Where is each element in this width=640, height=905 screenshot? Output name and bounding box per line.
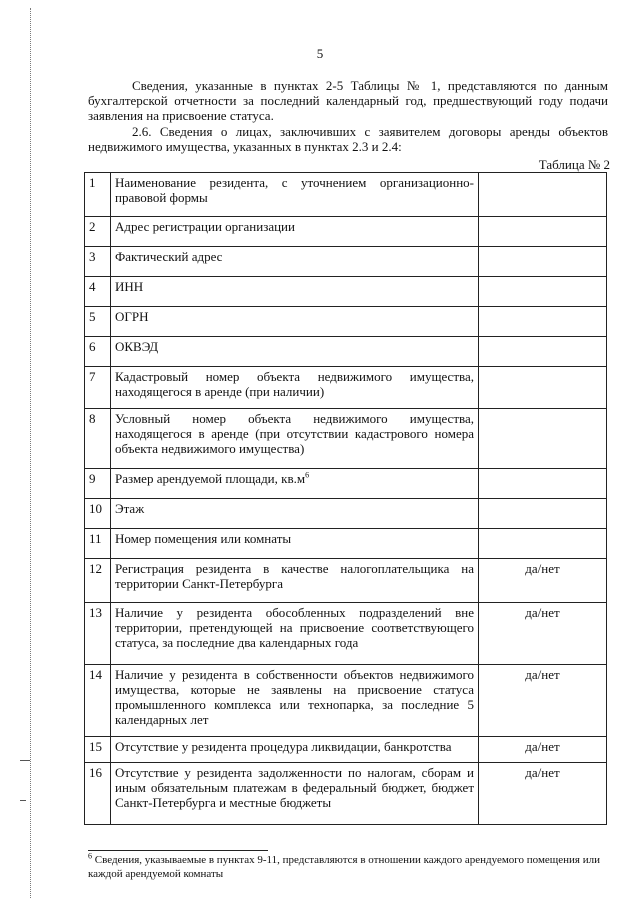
row-value: [479, 499, 607, 529]
row-number: 9: [85, 469, 111, 499]
section-paragraph: 2.6. Сведения о лицах, заключивших с заявителем договоры аренды объектов недвижимого имущества, указанных в пунктах 2.3 и 2.4:: [88, 124, 608, 154]
row-number: 4: [85, 277, 111, 307]
row-value: [479, 307, 607, 337]
row-number: 10: [85, 499, 111, 529]
row-number: 5: [85, 307, 111, 337]
footnote: [88, 853, 603, 881]
row-number: 2: [85, 217, 111, 247]
table-row: [85, 307, 607, 337]
row-label: Адрес регистрации организации: [111, 217, 479, 247]
page-number: 5: [316, 46, 324, 61]
table-row: [85, 277, 607, 307]
row-label: Регистрация резидента в качестве налогоплательщика на территории Санкт-Петербурга: [111, 559, 479, 603]
table-row: [85, 367, 607, 409]
row-label: ИНН: [111, 277, 479, 307]
table-row: [85, 529, 607, 559]
row-number: 13: [85, 603, 111, 665]
row-label: ОГРН: [111, 307, 479, 337]
table-row: [85, 499, 607, 529]
row-label: Номер помещения или комнаты: [111, 529, 479, 559]
row-label: [111, 469, 479, 499]
row-number: 7: [85, 367, 111, 409]
lessee-info-table: [84, 172, 607, 825]
row-value: [479, 217, 607, 247]
scan-mark: [20, 800, 26, 801]
table-row: [85, 603, 607, 665]
row-label: Наличие у резидента обособленных подразделений вне территории, претендующей на присвоение соответствующего статуса, за последние два календарных года: [111, 603, 479, 665]
table-caption: Таблица № 2: [538, 157, 610, 172]
row-number: 16: [85, 763, 111, 825]
row-label: Условный номер объекта недвижимого имущества, находящегося в аренде (при отсутствии кадастрового номера объекта недвижимого имущества): [111, 409, 479, 469]
row-label: ОКВЭД: [111, 337, 479, 367]
row-value: [479, 277, 607, 307]
row-value: да/нет: [479, 763, 607, 825]
table-row: [85, 665, 607, 737]
scan-mark: [20, 760, 30, 761]
row-number: 3: [85, 247, 111, 277]
table-row: [85, 409, 607, 469]
row-number: 6: [85, 337, 111, 367]
footnote-marker: 6: [88, 851, 92, 861]
scan-edge: [30, 8, 35, 898]
row-label: Этаж: [111, 499, 479, 529]
row-number: 11: [85, 529, 111, 559]
row-value: [479, 529, 607, 559]
row-number: 12: [85, 559, 111, 603]
row-value: да/нет: [479, 559, 607, 603]
row-value: [479, 337, 607, 367]
row-label: Наличие у резидента в собственности объектов недвижимого имущества, которые не заявлены на присвоение статуса промышленного комплекса или технопарка, за последние 5 календарных лет: [111, 665, 479, 737]
row-value: [479, 469, 607, 499]
table-row: [85, 469, 607, 499]
footnote-text: Сведения, указываемые в пунктах 9-11, представляются в отношении каждого арендуемого помещения или каждой арендуемой комнаты: [88, 854, 600, 880]
row-label: Кадастровый номер объекта недвижимого имущества, находящегося в аренде (при наличии): [111, 367, 479, 409]
row-number: 14: [85, 665, 111, 737]
table-row: [85, 173, 607, 217]
table-row: [85, 737, 607, 763]
row-value: [479, 367, 607, 409]
row-label-text: Размер арендуемой площади, кв.м: [115, 471, 306, 486]
row-value: да/нет: [479, 665, 607, 737]
row-number: 15: [85, 737, 111, 763]
table-row: [85, 217, 607, 247]
row-value: да/нет: [479, 603, 607, 665]
table-row: [85, 337, 607, 367]
row-value: [479, 173, 607, 217]
row-label: Отсутствие у резидента процедура ликвидации, банкротства: [111, 737, 479, 763]
table-row: [85, 763, 607, 825]
row-value: [479, 409, 607, 469]
footnote-ref: 6: [305, 470, 310, 480]
table-row: [85, 247, 607, 277]
row-value: да/нет: [479, 737, 607, 763]
table-row: [85, 559, 607, 603]
row-number: 8: [85, 409, 111, 469]
row-label: Отсутствие у резидента задолженности по налогам, сборам и иным обязательным платежам в федеральный бюджет, бюджет Санкт-Петербурга и местные бюджеты: [111, 763, 479, 825]
row-value: [479, 247, 607, 277]
footnote-divider: [88, 850, 268, 851]
row-label: Фактический адрес: [111, 247, 479, 277]
intro-paragraph: Сведения, указанные в пунктах 2-5 Таблицы № 1, представляются по данным бухгалтерской отчетности за последний календарный год, предшествующий году подачи заявления на присвоение статуса.: [88, 78, 608, 123]
row-label: Наименование резидента, с уточнением организационно-правовой формы: [111, 173, 479, 217]
row-number: 1: [85, 173, 111, 217]
